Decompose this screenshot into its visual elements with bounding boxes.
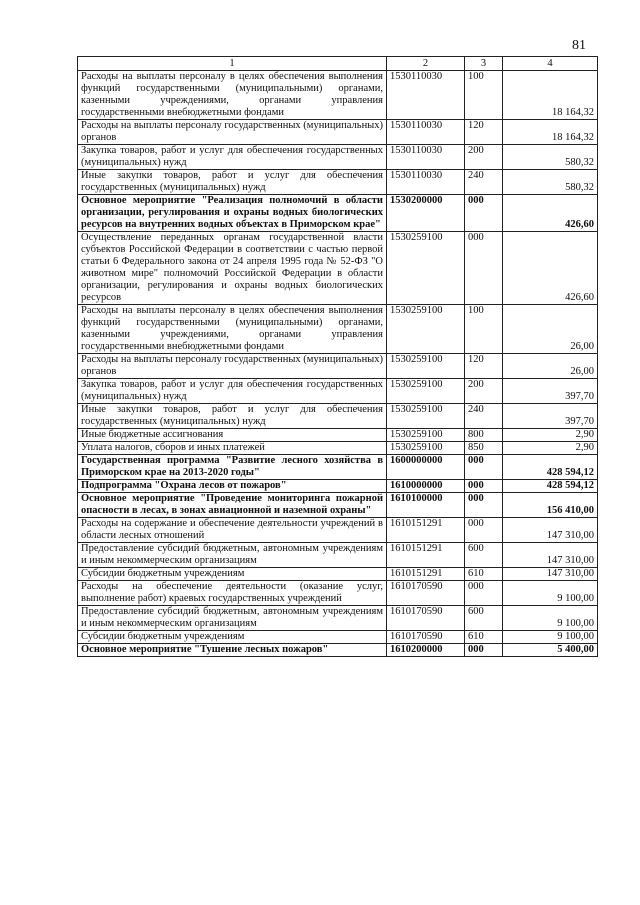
row-expense-type: 850 <box>465 442 503 455</box>
row-description: Закупка товаров, работ и услуг для обеспечения государственных (муниципальных) нужд <box>78 145 387 170</box>
row-description: Расходы на выплаты персоналу в целях обеспечения выполнения функций государственными (муниципальными) органами, казенными учреждениями, органами управления государственными внебюджетными фондами <box>78 71 387 120</box>
row-target-code: 1610170590 <box>387 581 465 606</box>
row-amount: 18 164,32 <box>503 71 598 120</box>
table-row <box>78 354 598 379</box>
table-row <box>78 145 598 170</box>
row-target-code: 1530259100 <box>387 404 465 429</box>
row-target-code: 1530110030 <box>387 120 465 145</box>
row-description: Расходы на выплаты персоналу государственных (муниципальных) органов <box>78 120 387 145</box>
column-header: 1 <box>78 57 387 71</box>
row-description: Основное мероприятие "Тушение лесных пожаров" <box>78 644 387 657</box>
row-description: Государственная программа "Развитие лесного хозяйства в Приморском крае на 2013-2020 годы" <box>78 455 387 480</box>
row-amount: 426,60 <box>503 232 598 305</box>
row-expense-type: 240 <box>465 404 503 429</box>
row-expense-type: 000 <box>465 493 503 518</box>
row-description: Расходы на обеспечение деятельности (оказание услуг, выполнение работ) краевых государственных учреждений <box>78 581 387 606</box>
table-row <box>78 120 598 145</box>
table-row <box>78 232 598 305</box>
row-amount: 26,00 <box>503 305 598 354</box>
table-row <box>78 581 598 606</box>
row-expense-type: 610 <box>465 568 503 581</box>
row-target-code: 1610170590 <box>387 606 465 631</box>
row-amount: 397,70 <box>503 379 598 404</box>
row-amount: 397,70 <box>503 404 598 429</box>
row-target-code: 1610151291 <box>387 543 465 568</box>
row-target-code: 1610100000 <box>387 493 465 518</box>
table-header-row <box>78 57 598 71</box>
row-amount: 426,60 <box>503 195 598 232</box>
row-description: Уплата налогов, сборов и иных платежей <box>78 442 387 455</box>
row-amount: 2,90 <box>503 429 598 442</box>
row-description: Предоставление субсидий бюджетным, автономным учреждениям и иным некоммерческим организациям <box>78 543 387 568</box>
row-expense-type: 000 <box>465 581 503 606</box>
row-target-code: 1530259100 <box>387 232 465 305</box>
row-target-code: 1530110030 <box>387 71 465 120</box>
row-expense-type: 600 <box>465 606 503 631</box>
row-target-code: 1530110030 <box>387 170 465 195</box>
table-row <box>78 606 598 631</box>
row-description: Закупка товаров, работ и услуг для обеспечения государственных (муниципальных) нужд <box>78 379 387 404</box>
table-body <box>78 71 598 657</box>
row-description: Подпрограмма "Охрана лесов от пожаров" <box>78 480 387 493</box>
table-row <box>78 404 598 429</box>
row-target-code: 1610170590 <box>387 631 465 644</box>
row-amount: 580,32 <box>503 170 598 195</box>
row-amount: 147 310,00 <box>503 543 598 568</box>
row-expense-type: 240 <box>465 170 503 195</box>
row-description: Осуществление переданных органам государственной власти субъектов Российской Федерации в соответствии с частью первой статьи 6 Федерального закона от 24 апреля 1995 года № 52-ФЗ "О животном мире" полномочий Российской Федерации в области организации, регулирования и охраны водных биологических ресурсов <box>78 232 387 305</box>
row-amount: 5 400,00 <box>503 644 598 657</box>
table-row <box>78 442 598 455</box>
row-expense-type: 200 <box>465 145 503 170</box>
row-description: Иные закупки товаров, работ и услуг для обеспечения государственных (муниципальных) нужд <box>78 170 387 195</box>
table-row <box>78 429 598 442</box>
row-expense-type: 000 <box>465 455 503 480</box>
row-expense-type: 800 <box>465 429 503 442</box>
row-expense-type: 000 <box>465 195 503 232</box>
row-target-code: 1610000000 <box>387 480 465 493</box>
row-expense-type: 120 <box>465 120 503 145</box>
row-description: Расходы на выплаты персоналу государственных (муниципальных) органов <box>78 354 387 379</box>
table-row <box>78 493 598 518</box>
row-target-code: 1530259100 <box>387 429 465 442</box>
table-row <box>78 644 598 657</box>
row-amount: 147 310,00 <box>503 518 598 543</box>
row-target-code: 1530259100 <box>387 305 465 354</box>
row-target-code: 1530259100 <box>387 379 465 404</box>
row-expense-type: 200 <box>465 379 503 404</box>
table-row <box>78 543 598 568</box>
page-number: 81 <box>572 38 586 53</box>
row-expense-type: 600 <box>465 543 503 568</box>
row-amount: 26,00 <box>503 354 598 379</box>
row-amount: 2,90 <box>503 442 598 455</box>
row-amount: 18 164,32 <box>503 120 598 145</box>
table-row <box>78 195 598 232</box>
row-amount: 156 410,00 <box>503 493 598 518</box>
row-description: Иные закупки товаров, работ и услуг для обеспечения государственных (муниципальных) нужд <box>78 404 387 429</box>
row-target-code: 1610151291 <box>387 518 465 543</box>
row-amount: 9 100,00 <box>503 631 598 644</box>
row-expense-type: 100 <box>465 305 503 354</box>
row-description: Предоставление субсидий бюджетным, автономным учреждениям и иным некоммерческим организациям <box>78 606 387 631</box>
row-amount: 428 594,12 <box>503 480 598 493</box>
row-description: Основное мероприятие "Проведение мониторинга пожарной опасности в лесах, в зонах авиационной и наземной охраны" <box>78 493 387 518</box>
table-row <box>78 480 598 493</box>
column-header: 3 <box>465 57 503 71</box>
row-target-code: 1530110030 <box>387 145 465 170</box>
row-description: Иные бюджетные ассигнования <box>78 429 387 442</box>
row-amount: 9 100,00 <box>503 581 598 606</box>
row-amount: 580,32 <box>503 145 598 170</box>
row-target-code: 1610151291 <box>387 568 465 581</box>
row-expense-type: 100 <box>465 71 503 120</box>
row-description: Основное мероприятие "Реализация полномочий в области организации, регулирования и охраны водных биологических ресурсов на внутренних водных объектах в Приморском крае" <box>78 195 387 232</box>
row-target-code: 1530200000 <box>387 195 465 232</box>
column-header: 4 <box>503 57 598 71</box>
row-target-code: 1610200000 <box>387 644 465 657</box>
table-row <box>78 455 598 480</box>
row-expense-type: 000 <box>465 644 503 657</box>
row-description: Субсидии бюджетным учреждениям <box>78 631 387 644</box>
row-expense-type: 000 <box>465 232 503 305</box>
row-description: Расходы на выплаты персоналу в целях обеспечения выполнения функций государственными (муниципальными) органами, казенными учреждениями, органами управления государственными внебюджетными фондами <box>78 305 387 354</box>
table-row <box>78 305 598 354</box>
row-description: Расходы на содержание и обеспечение деятельности учреждений в области лесных отношений <box>78 518 387 543</box>
row-amount: 428 594,12 <box>503 455 598 480</box>
column-header: 2 <box>387 57 465 71</box>
row-description: Субсидии бюджетным учреждениям <box>78 568 387 581</box>
row-amount: 147 310,00 <box>503 568 598 581</box>
row-target-code: 1530259100 <box>387 354 465 379</box>
table-row <box>78 518 598 543</box>
row-expense-type: 000 <box>465 518 503 543</box>
row-expense-type: 000 <box>465 480 503 493</box>
table-row <box>78 631 598 644</box>
row-expense-type: 120 <box>465 354 503 379</box>
table-row <box>78 71 598 120</box>
budget-table <box>77 56 598 657</box>
row-target-code: 1530259100 <box>387 442 465 455</box>
row-expense-type: 610 <box>465 631 503 644</box>
table-row <box>78 379 598 404</box>
row-target-code: 1600000000 <box>387 455 465 480</box>
row-amount: 9 100,00 <box>503 606 598 631</box>
table-row <box>78 568 598 581</box>
table-row <box>78 170 598 195</box>
